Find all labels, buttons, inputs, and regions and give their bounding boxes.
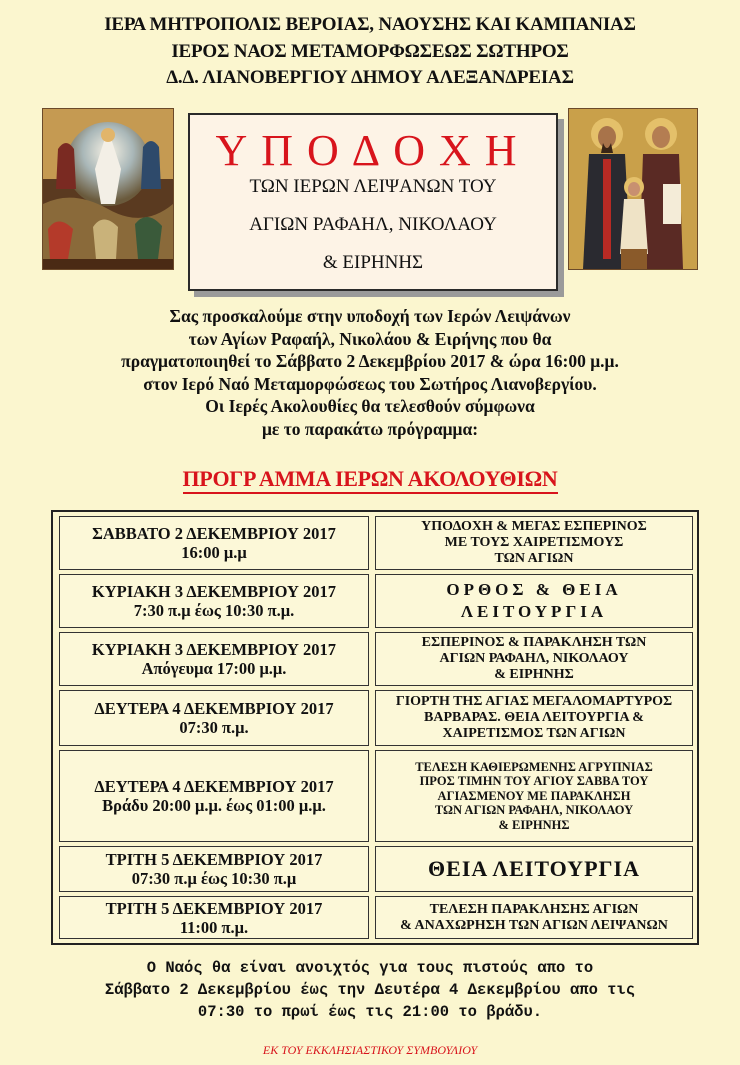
schedule-service-line: ΜΕ ΤΟΥΣ ΧΑΙΡΕΤΙΣΜΟΥΣ [444,535,624,550]
schedule-service-line: ΤΕΛΕΣΗ ΚΑΘΙΕΡΩΜΕΝΗΣ ΑΓΡΥΠΝΙΑΣ [415,759,653,774]
opening-hours-note [0,957,740,1023]
schedule-row [53,512,697,570]
schedule-table [51,510,699,945]
intro-line: Σας προσκαλούμε στην υποδοχή των Ιερών Λειψάνων [169,306,571,326]
schedule-service-line: ΘΕΙΑ ΛΕΙΤΟΥΡΓΙΑ [428,856,640,881]
schedule-row [53,628,697,686]
schedule-date: ΔΕΥΤΕΡΑ 4 ΔΕΚΕΜΒΡΙΟΥ 2017 [94,777,334,796]
schedule-time: Βράδυ 20:00 μ.μ. έως 01:00 μ.μ. [102,796,326,815]
intro-line: πραγματοποιηθεί το Σάββατο 2 Δεκεμβρίου 2017 & ώρα 16:00 μ.μ. [121,351,619,371]
intro-line: με το παρακάτω πρόγραμμα: [261,418,479,439]
schedule-date-cell [59,896,369,939]
schedule-date-cell [59,846,369,892]
intro-line: στον Ιερό Ναό Μεταμορφώσεως του Σωτήρος Λιανοβεργίου. [143,373,597,394]
schedule-service-line: & ΕΙΡΗΝΗΣ [494,667,574,682]
schedule-service-line: ΒΑΡΒΑΡΑΣ. ΘΕΙΑ ΛΕΙΤΟΥΡΓΙΑ & [424,710,644,725]
title-sub-2: ΑΓΙΩΝ ΡΑΦΑΗΛ, ΝΙΚΟΛΑΟΥ [249,214,497,235]
schedule-service-line: ΧΑΙΡΕΤΙΣΜΟΣ ΤΩΝ ΑΓΙΩΝ [442,726,626,741]
footer-line: Ο Ναός θα είναι ανοιχτός για τους πιστούς απο το [146,959,594,977]
schedule-service-cell [375,846,693,892]
schedule-date-cell [59,574,369,628]
schedule-time: 16:00 μ.μ [181,543,247,562]
schedule-service-line: ΥΠΟΔΟΧΗ & ΜΕΓΑΣ ΕΣΠΕΡΙΝΟΣ [421,519,647,534]
schedule-time: 7:30 π.μ έως 10:30 π.μ. [133,601,295,620]
schedule-service-cell [375,690,693,746]
schedule-service-line: ΤΩΝ ΑΓΙΩΝ [494,551,574,566]
schedule-service-line: ΤΕΛΕΣΗ ΠΑΡΑΚΛΗΣΗΣ ΑΓΙΩΝ [429,901,639,917]
intro-paragraph [0,305,740,440]
schedule-date-cell [59,516,369,570]
schedule-date: ΚΥΡΙΑΚΗ 3 ΔΕΚΕΜΒΡΙΟΥ 2017 [91,582,337,601]
schedule-time: 11:00 π.μ. [179,917,249,937]
title-sub-1: ΤΩΝ ΙΕΡΩΝ ΛΕΙΨΑΝΩΝ ΤΟΥ [249,176,497,197]
intro-line: Οι Ιερές Ακολουθίες θα τελεσθούν σύμφωνα [205,396,535,416]
saints-raphael-nicholas-irene-icon [568,108,698,270]
schedule-date: ΤΡΙΤΗ 5 ΔΕΚΕΜΒΡΙΟΥ 2017 [105,850,323,869]
footer-line: Σάββατο 2 Δεκεμβρίου έως την Δευτέρα 4 Δεκεμβρίου απο τις [104,981,636,999]
schedule-service-line: ΠΡΟΣ ΤΙΜΗΝ ΤΟΥ ΑΓΙΟΥ ΣΑΒΒΑ ΤΟΥ [419,774,649,789]
transfiguration-icon [42,108,174,270]
program-title [0,466,740,492]
signature: ΕΚ ΤΟΥ ΕΚΚΛΗΣΙΑΣΤΙΚΟΥ ΣΥΜΒΟΥΛΙΟΥ [262,1043,478,1057]
schedule-date-cell [59,750,369,842]
schedule-service-line: ΛΕΙΤΟΥΡΓΙΑ [460,602,608,621]
schedule-date: ΤΡΙΤΗ 5 ΔΕΚΕΜΒΡΙΟΥ 2017 [105,898,323,918]
schedule-service-line: ΑΓΙΑΣΜΕΝΟΥ ΜΕ ΠΑΡΑΚΛΗΣΗ [437,788,631,803]
program-title-text: ΠΡΟΓΡ ΑΜΜΑ ΙΕΡΩΝ ΑΚΟΛΟΥΘΙΩΝ [183,466,558,494]
header-line-2: ΙΕΡΟΣ ΝΑΟΣ ΜΕΤΑΜΟΡΦΩΣΕΩΣ ΣΩΤΗΡΟΣ [171,41,569,62]
header-line-3: Δ.Δ. ΛΙΑΝΟΒΕΡΓΙΟΥ ΔΗΜΟΥ ΑΛΕΞΑΝΔΡΕΙΑΣ [166,67,574,88]
title-sub-3: & ΕΙΡΗΝΗΣ [322,252,424,273]
title-main: ΥΠΟΔΟΧΗ [215,126,531,175]
schedule-service-line: & ΑΝΑΧΩΡΗΣΗ ΤΩΝ ΑΓΙΩΝ ΛΕΙΨΑΝΩΝ [400,917,668,933]
schedule-service-line: ΑΓΙΩΝ ΡΑΦΑΗΛ, ΝΙΚΟΛΑΟΥ [439,651,629,666]
schedule-row [53,686,697,746]
schedule-time: Απόγευμα 17:00 μ.μ. [141,659,287,678]
schedule-service-cell [375,632,693,686]
schedule-date: ΣΑΒΒΑΤΟ 2 ΔΕΚΕΜΒΡΙΟΥ 2017 [92,524,336,543]
schedule-service-cell [375,516,693,570]
schedule-date-cell [59,690,369,746]
schedule-row [53,892,697,939]
schedule-row [53,746,697,842]
schedule-service-line: ΤΩΝ ΑΓΙΩΝ ΡΑΦΑΗΛ, ΝΙΚΟΛΑΟΥ [434,803,634,818]
schedule-service-cell [375,896,693,939]
schedule-time: 07:30 π.μ. [179,718,249,737]
schedule-service-line: & ΕΙΡΗΝΗΣ [498,817,570,832]
schedule-service-line: ΓΙΟΡΤΗ ΤΗΣ ΑΓΙΑΣ ΜΕΓΑΛΟΜΑΡΤΥΡΟΣ [395,694,673,709]
footer-line: 07:30 το πρωί έως τις 21:00 το βράδυ. [197,1003,543,1021]
title-box [188,113,558,291]
schedule-time: 07:30 π.μ έως 10:30 π.μ [131,869,297,888]
schedule-service-cell [375,750,693,842]
intro-line: των Αγίων Ραφαήλ, Νικολάου & Ειρήνης που θα [188,328,552,349]
schedule-service-line: ΟΡΘΟΣ & ΘΕΙΑ [446,580,622,599]
schedule-row [53,842,697,892]
schedule-row [53,570,697,628]
schedule-date: ΔΕΥΤΕΡΑ 4 ΔΕΚΕΜΒΡΙΟΥ 2017 [94,699,334,718]
header-line-1: ΙΕΡΑ ΜΗΤΡΟΠΟΛΙΣ ΒΕΡΟΙΑΣ, ΝΑΟΥΣΗΣ ΚΑΙ ΚΑΜΠΑΝΙΑΣ [104,14,636,35]
schedule-service-line: ΕΣΠΕΡΙΝΟΣ & ΠΑΡΑΚΛΗΣΗ ΤΩΝ [421,635,647,650]
schedule-date: ΚΥΡΙΑΚΗ 3 ΔΕΚΕΜΒΡΙΟΥ 2017 [91,640,337,659]
schedule-date-cell [59,632,369,686]
schedule-service-cell [375,574,693,628]
